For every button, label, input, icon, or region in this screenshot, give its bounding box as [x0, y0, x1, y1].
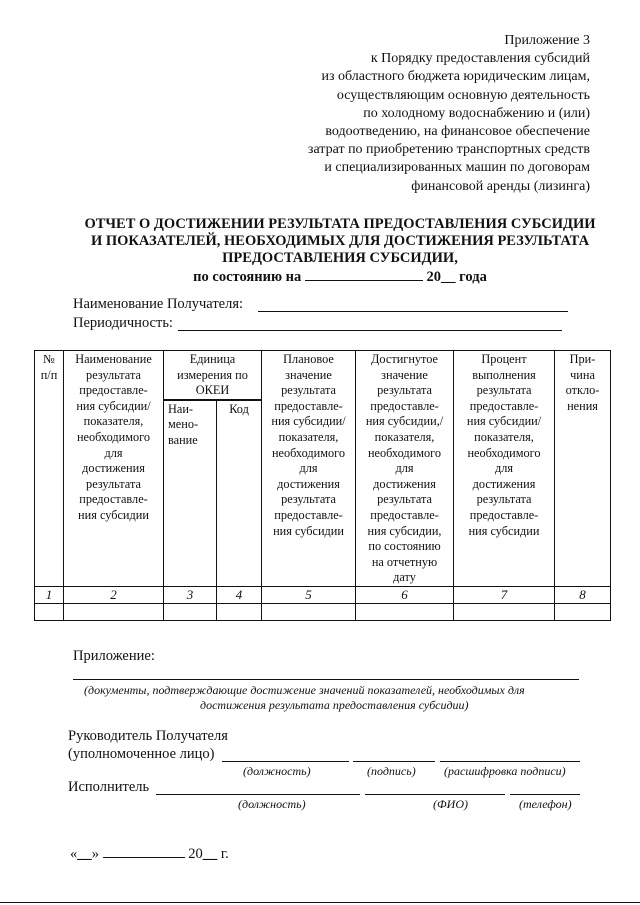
header-text-line: выполнения: [472, 367, 536, 382]
header-text-line: показателя,: [374, 429, 435, 444]
header-unit-code: [217, 400, 262, 586]
col-number: 2: [64, 586, 164, 603]
date-close-quote: »: [91, 846, 99, 862]
header-text-line: показателя,: [83, 414, 144, 429]
head-caption-position: (должность): [243, 764, 311, 778]
col-number: 4: [217, 586, 262, 603]
header-text-line: необходимого: [271, 445, 346, 460]
header-text-line: №: [43, 352, 55, 366]
header-text-line: предоставле-: [469, 398, 539, 413]
appendix-line: водоотведению, на финансовое обеспечение: [325, 124, 590, 140]
header-text-line: показателя,: [278, 429, 339, 444]
header-text-line: необходимого: [76, 429, 151, 444]
header-text-line: достижения: [472, 476, 536, 491]
col-number: 1: [35, 586, 64, 603]
periodicity-input-line[interactable]: [178, 330, 562, 331]
header-text-line: результата: [476, 492, 532, 507]
header-text-line: значение: [285, 367, 332, 382]
table-cell[interactable]: [164, 603, 217, 620]
executor-phone-line[interactable]: [510, 794, 580, 795]
head-decode-line[interactable]: [440, 761, 580, 762]
header-text-line: на отчетную: [371, 554, 438, 569]
header-text-line: дату: [393, 570, 416, 585]
header-text-line: результата: [281, 383, 336, 398]
header-text-line: для: [104, 445, 123, 460]
footer-year: 20: [188, 846, 203, 862]
header-text-line: достижения: [277, 476, 340, 491]
header-text-line: мено-: [168, 417, 199, 432]
header-text-line: предоставле-: [79, 492, 148, 507]
title-line: И ПОКАЗАТЕЛЕЙ, НЕОБХОДИМЫХ ДЛЯ ДОСТИЖЕНИЯ РЕЗУЛЬТАТА: [90, 233, 590, 249]
header-percent: [454, 351, 555, 587]
appendix-line: осуществляющим основную деятельность: [336, 87, 590, 103]
periodicity-row: [73, 315, 173, 332]
header-text-line: ния субсидии/: [466, 414, 542, 429]
executor-caption-position: (должность): [238, 797, 306, 811]
day-blank[interactable]: __: [77, 846, 92, 862]
title-date-line: [60, 268, 620, 286]
head-signature-line[interactable]: [353, 761, 435, 762]
header-text-line: результата: [86, 476, 141, 491]
recipient-input-line[interactable]: [258, 311, 568, 312]
col-number: 6: [356, 586, 454, 603]
executor-label: Исполнитель: [68, 779, 150, 795]
footer-year-suffix: г.: [220, 846, 229, 862]
appendix-line: по холодному водоснабжению и (или): [363, 105, 590, 121]
header-text-line: измерения по: [177, 367, 248, 382]
table-cell[interactable]: [356, 603, 454, 620]
column-number-row: [35, 586, 611, 603]
header-text-line: ния субсидии: [468, 523, 540, 538]
header-text-line: ния субсидии: [273, 523, 344, 538]
header-text-line: необходимого: [467, 445, 541, 460]
appendix-line: финансовой аренды (лизинга): [411, 178, 590, 194]
header-text-line: нения: [567, 398, 598, 413]
col-number: 8: [555, 586, 611, 603]
header-name: [64, 351, 164, 587]
col-number: 3: [164, 586, 217, 603]
appendix-line: Приложение 3: [504, 33, 590, 48]
header-achieved: [356, 351, 454, 587]
attachment-note-1: (документы, подтверждающие достижение значений показателей, необходимых для: [84, 683, 525, 697]
title-line: ПРЕДОСТАВЛЕНИЯ СУБСИДИИ,: [222, 250, 458, 266]
header-text-line: Наи-: [168, 401, 194, 416]
header-text-line: ния субсидии: [78, 507, 149, 522]
attachment-note-2: достижения результата предоставления субсидии): [200, 698, 469, 712]
head-label-1: Руководитель Получателя: [68, 728, 228, 744]
appendix-line: и специализированных машин по договорам: [324, 160, 590, 176]
header-text-line: вание: [168, 432, 198, 447]
executor-position-line[interactable]: [156, 794, 360, 795]
header-text-line: предоставле-: [274, 398, 343, 413]
header-text-line: откло-: [565, 383, 600, 398]
appendix-header: [250, 32, 590, 196]
table-cell[interactable]: [454, 603, 555, 620]
header-text-line: ОКЕИ: [164, 383, 261, 400]
month-blank[interactable]: [103, 845, 185, 858]
header-text-line: результата: [476, 383, 532, 398]
header-text-line: Наименование: [75, 352, 152, 366]
header-text-line: достижения: [82, 461, 145, 476]
date-suffix: года: [459, 269, 487, 285]
header-text-line: результата: [377, 492, 432, 507]
executor-caption-phone: (телефон): [519, 797, 572, 811]
header-text-line: значение: [381, 367, 428, 382]
header-text-line: достижения: [373, 476, 436, 491]
report-title: [60, 216, 620, 286]
footer-year-blank[interactable]: __: [202, 846, 218, 862]
table-cell[interactable]: [262, 603, 356, 620]
header-text-line: предоставле-: [274, 507, 343, 522]
header-text-line: Код: [229, 401, 249, 416]
periodicity-label: Периодичность:: [73, 315, 173, 331]
header-text-line: результата: [377, 383, 432, 398]
header-reason: [555, 351, 611, 587]
header-text-line: предоставле-: [370, 398, 439, 413]
header-text-line: предоставле-: [469, 507, 539, 522]
head-caption-signature: (подпись): [367, 764, 416, 778]
attachment-label: Приложение:: [73, 648, 155, 664]
header-text-line: ния субсидии/: [271, 414, 346, 429]
header-text-line: для: [299, 461, 318, 476]
table-cell[interactable]: [217, 603, 262, 620]
head-position-line[interactable]: [222, 761, 349, 762]
executor-caption-name: (ФИО): [433, 797, 468, 811]
header-text-line: по состоянию: [368, 539, 441, 554]
date-prefix: по состоянию на: [193, 269, 302, 285]
date-footer: [70, 845, 229, 863]
header-text-line: п/п: [40, 367, 58, 382]
header-text-line: При-: [569, 352, 596, 366]
header-text-line: предоставле-: [79, 383, 148, 398]
col-number: 7: [454, 586, 555, 603]
header-row-1: [35, 351, 611, 401]
title-line: ОТЧЕТ О ДОСТИЖЕНИИ РЕЗУЛЬТАТА ПРЕДОСТАВЛЕНИЯ СУБСИДИИ: [84, 216, 596, 232]
header-text-line: результата: [281, 492, 336, 507]
header-text-line: чина: [570, 367, 595, 382]
head-label-2: (уполномоченное лицо): [68, 746, 215, 762]
date-blank-field[interactable]: [305, 268, 423, 281]
report-table: [34, 350, 611, 621]
recipient-row: [73, 296, 243, 313]
header-text-line: результата: [86, 367, 141, 382]
header-text-line: для: [494, 461, 514, 476]
appendix-line: к Порядку предоставления субсидий: [370, 51, 590, 67]
year-blank[interactable]: __: [441, 269, 456, 285]
header-text-line: Процент: [481, 352, 527, 366]
header-text-line: Плановое: [283, 352, 334, 366]
page-bottom-rule: [0, 902, 640, 903]
date-open-quote: «: [70, 846, 78, 862]
header-text-line: Достигнутое: [371, 352, 439, 366]
header-planned: [262, 351, 356, 587]
executor-name-line[interactable]: [365, 794, 505, 795]
col-number: 5: [262, 586, 356, 603]
header-num: [35, 351, 64, 587]
table-cell[interactable]: [555, 603, 611, 620]
header-text-line: ния субсидии/: [76, 398, 151, 413]
header-text-line: ния субсидии,/: [365, 414, 444, 429]
header-unit-name: [164, 400, 217, 586]
appendix-line: затрат по приобретению транспортных средств: [307, 142, 590, 158]
appendix-line: из областного бюджета юридическим лицам,: [321, 69, 590, 85]
attachment-input-line[interactable]: [73, 679, 579, 680]
header-text-line: необходимого: [367, 445, 442, 460]
table-cell[interactable]: [64, 603, 164, 620]
header-text-line: для: [395, 461, 414, 476]
header-text-line: ния субсидии,: [367, 523, 442, 538]
header-text-line: показателя,: [474, 429, 534, 444]
table-row: [35, 603, 611, 620]
date-year: 20: [426, 269, 442, 285]
recipient-label: Наименование Получателя:: [73, 296, 244, 312]
header-unit: [164, 351, 262, 401]
header-text-line: Единица: [189, 352, 236, 366]
table-cell[interactable]: [35, 603, 64, 620]
head-caption-decode: (расшифровка подписи): [444, 764, 566, 778]
header-text-line: предоставле-: [370, 507, 439, 522]
